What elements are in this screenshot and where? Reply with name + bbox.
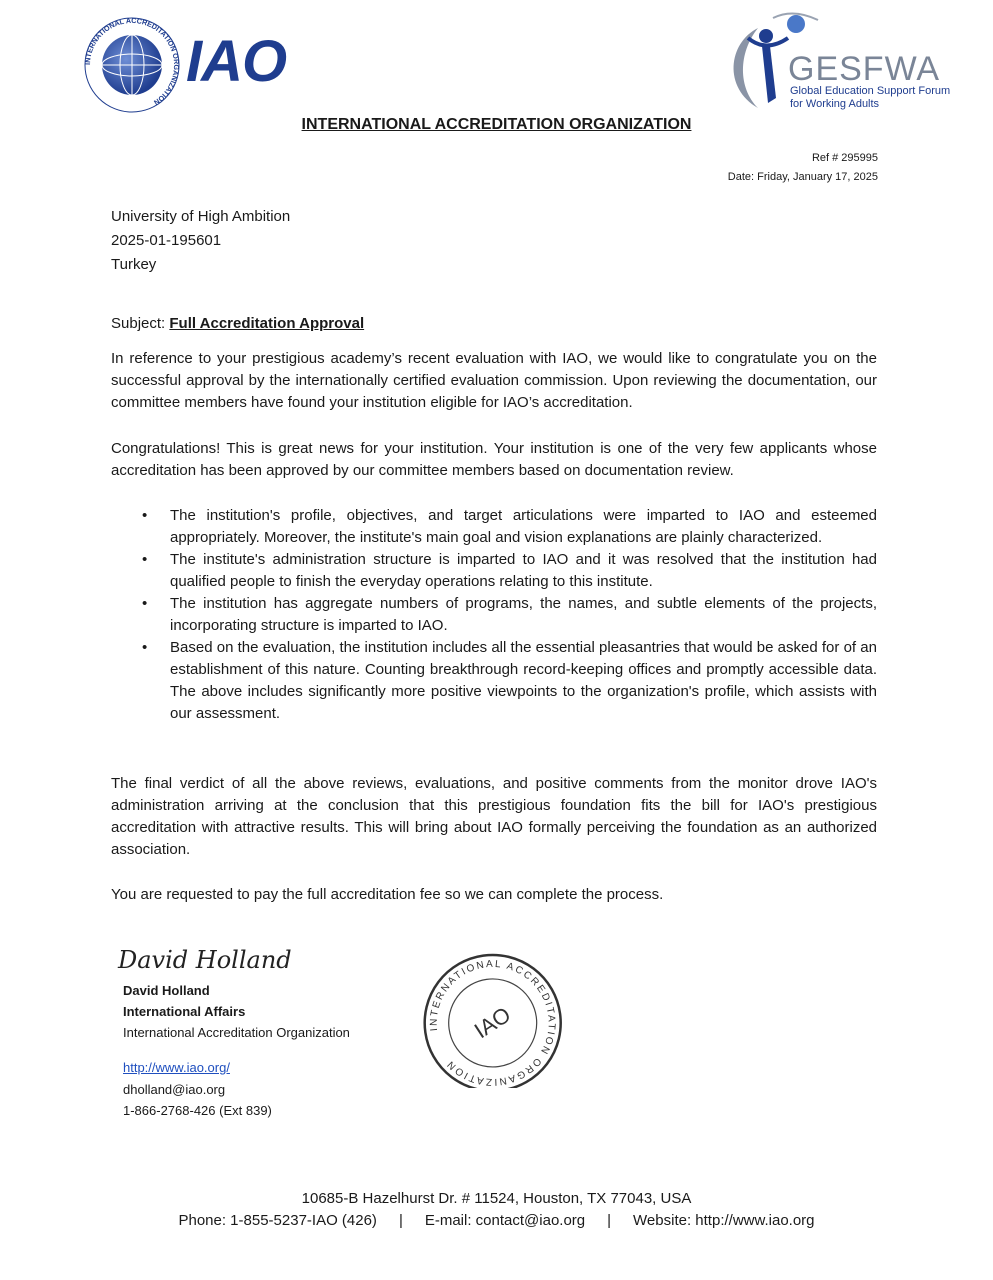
seal-center-text: IAO [469,1001,516,1044]
subject-label: Subject: [111,315,166,332]
signer-email: dholland@iao.org [123,1082,226,1097]
gesfwa-tagline: Global Education Support Forum [790,85,951,97]
footer-address: 10685-B Hazelhurst Dr. # 11524, Houston, TX 77043, USA [301,1190,692,1207]
letter-date: Date: Friday, January 17, 2025 [727,171,878,183]
footer-phone: Phone: 1-855-5237-IAO (426) [178,1212,377,1229]
website-link[interactable]: http://www.iao.org/ [123,1060,230,1075]
handwritten-signature: David Holland [118,946,292,974]
footer-contact [0,1212,993,1229]
signer-organization: International Accreditation Organization [123,1025,350,1040]
signer-title: International Affairs [123,1004,246,1019]
official-seal-stamp [392,938,592,1088]
reference-number: Ref # 295995 [811,152,878,164]
seal-ring-text: INTERNATIONAL ACCREDITATION ORGANIZATION [428,958,557,1088]
footer-separator: | [398,1212,403,1229]
findings-list [142,505,877,725]
list-item: • Based on the evaluation, the institution includes all the essential pleasantries that would be asked for of an establishment of this nature. Counting breakthrough record-keeping offices and promptly accessible data. The above includes significantly more positive viewpoints to the organization's profile, which assists with our assessment. [142,637,877,725]
paragraph-congratulations: Congratulations! This is great news for your institution. Your institution is one of the very few applicants whose accreditation has been approved by our committee members based on documentation review. [111,440,877,479]
list-item: • The institute's administration structure is imparted to IAO and it was resolved that the institution had qualified people to finish the everyday operations relating to this institute. [142,549,877,593]
iao-ring-text: INTERNATIONAL ACCREDITATION ORGANIZATION [82,15,182,108]
recipient-country: Turkey [111,256,157,273]
list-item: • The institution's profile, objectives, and target articulations were imparted to IAO and esteemed appropriately. Moreover, the institute's main goal and vision explanations are plainly characterized. [142,505,877,549]
signer-phone: 1-866-2768-426 (Ext 839) [123,1103,272,1118]
org-title: INTERNATIONAL ACCREDITATION ORGANIZATION [301,116,692,133]
paragraph-verdict: The final verdict of all the above reviews, evaluations, and positive comments from the monitor drove IAO's administration arriving at the conclusion that this prestigious foundation fits the bill for IAO's prestigious accreditation with attractive results. This will bring about IAO formally perceiving the foundation as an authorized association. [111,775,877,858]
recipient-code: 2025-01-195601 [111,232,222,249]
footer-email: E-mail: contact@iao.org [424,1212,586,1229]
list-item: • The institution has aggregate numbers of programs, the names, and subtle elements of the projects, incorporating structure is imparted to IAO. [142,593,877,637]
footer-website: Website: http://www.iao.org [633,1212,815,1229]
gesfwa-logo-text: GESFWA [788,50,941,88]
recipient-name: University of High Ambition [111,208,291,225]
signer-name: David Holland [123,983,210,998]
gesfwa-tagline-2: for Working Adults [790,98,880,110]
subject-value: Full Accreditation Approval [169,315,365,332]
paragraph-fee-request: You are requested to pay the full accreditation fee so we can complete the process. [111,886,664,903]
subject-line [111,315,364,332]
iao-logo-text: IAO [186,29,287,94]
footer-separator: | [607,1212,612,1229]
paragraph-intro: In reference to your prestigious academy’s recent evaluation with IAO, we would like to congratulate you on the successful approval by the internationally certified evaluation commission. Upon reviewing the documentation, our committee members have found your institution eligible for IAO’s accreditation. [111,350,877,411]
